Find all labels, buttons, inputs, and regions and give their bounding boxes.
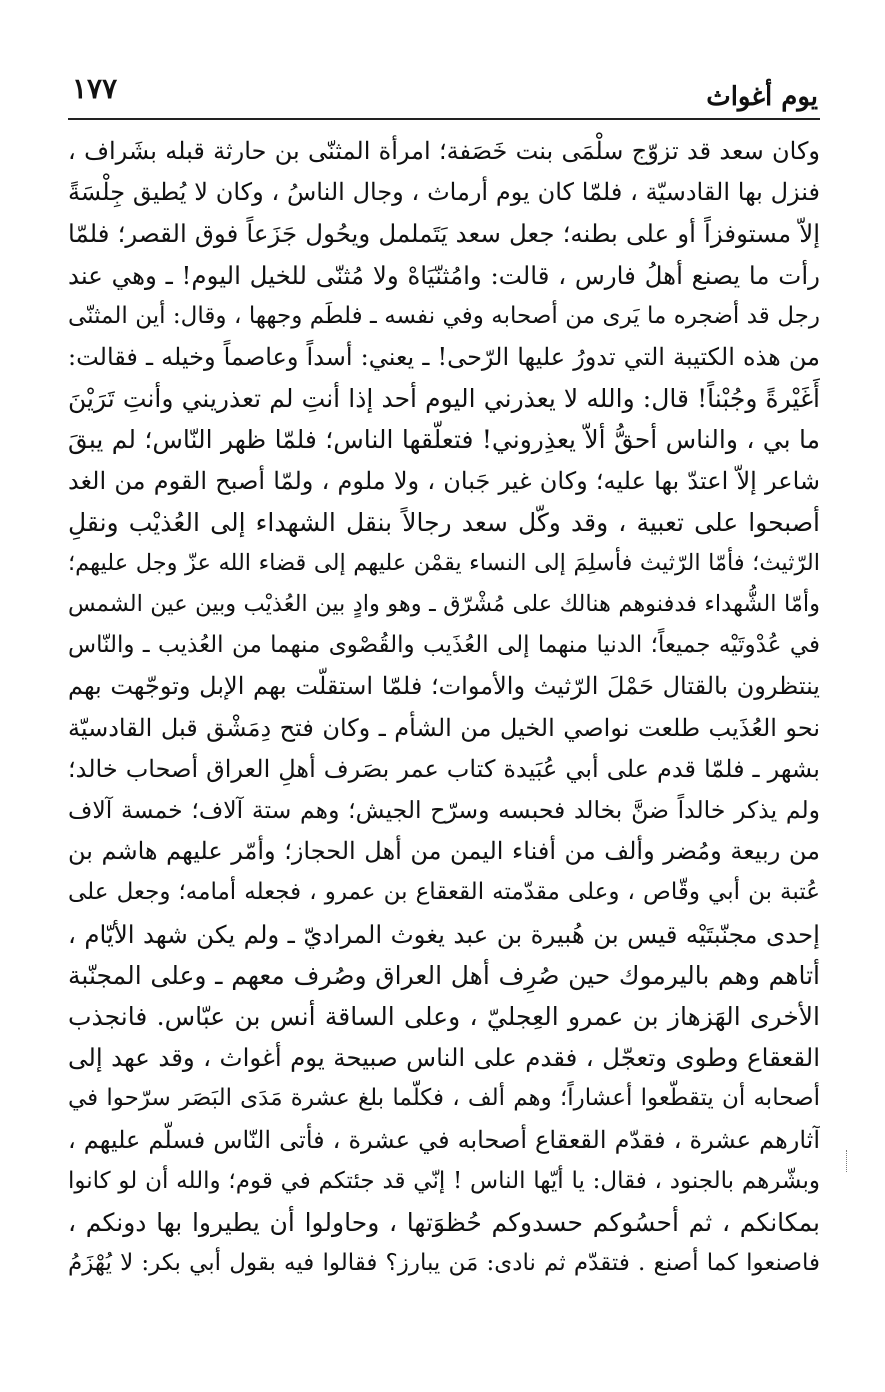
text-line: رجل قد أضجره ما يَرى من أصحابه وفي نفسه ـ فلطَم وجهها ، وقال: أين المثنّى xyxy=(68,302,820,329)
text-line: الأخرى الهَزهاز بن عمرو العِجليّ ، وعلى الساقة أنس بن عبّاس. فانجذب xyxy=(68,1001,820,1031)
running-title: يوم أغواث xyxy=(706,82,818,112)
text-line: آثارهم عشرة ، فقدّم القعقاع أصحابه في عشرة ، فأتى النّاس فسلّم عليهم ، xyxy=(68,1125,820,1154)
text-line: إحدى مجنّبتَيْه قيس بن هُبيرة بن عبد يغوث المراديّ ـ ولم يكن شهد الأيّام ، xyxy=(68,919,820,949)
text-line: عُتبة بن أبي وقّاص ، وعلى مقدّمته القعقاع بن عمرو ، فجعله أمامه؛ وجعل على xyxy=(68,879,820,906)
text-line: بمكانكم ، ثم أحسُوكم حسدوكم حُظوَتها ، وحاولوا أن يطيروا بها دونكم ، xyxy=(68,1207,820,1237)
text-line: إلاّ مستوفزاً أو على بطنه؛ جعل سعد يَتَململ ويحُول جَزَعاً فوق القصر؛ فلمّا xyxy=(68,219,820,249)
text-line: في عُدْوتَيْه جميعاً؛ الدنيا منهما إلى العُذَيب والقُصْوى منهما من العُذيب ـ والنّاس xyxy=(68,632,820,659)
text-line: بشهر ـ فلمّا قدم على أبي عُبَيدة كتاب عمر بصَرف أهلِ العراق أصحاب خالد؛ xyxy=(68,754,820,783)
text-line: ولم يذكر خالداً ضنَّ بخالد فحبسه وسرّح الجيش؛ وهم ستة آلاف؛ خمسة آلاف xyxy=(68,796,820,824)
text-line: ينتظرون بالقتال حَمْلَ الرّثيث والأموات؛ فلمّا استقلّت بهم الإبل وتوجّهت بهم xyxy=(68,672,820,701)
text-line: القعقاع وطوى وتعجّل ، فقدم على الناس صبيحة يوم أغواث ، وقد عهد إلى xyxy=(68,1043,820,1073)
text-line: رأت ما يصنع أهلُ فارس ، قالت: وامُثنّيَاهْ ولا مُثنّى للخيل اليوم! ـ وهي عند xyxy=(68,260,820,290)
body-text xyxy=(68,131,820,1284)
text-line: أتاهم وهم باليرموك حين صُرِف أهل العراق وصُرف معهم ـ وعلى المجنّبة xyxy=(68,960,820,990)
text-line: أَغَيْرةً وجُبْناً! قال: والله لا يعذرني اليوم أحد إذا أنتِ لم تعذريني وأنتِ تَرَيْنَ xyxy=(68,384,820,414)
text-line: شاعر إلاّ اعتدّ بها عليه؛ وكان غير جَبان ، ولا ملوم ، ولمّا أصبح القوم من الغد xyxy=(68,466,820,495)
text-line: أصحابه أن يتقطّعوا أعشاراً؛ وهم ألف ، فكلّما بلغ عشرة مَدَى البَصَر سرّحوا في xyxy=(68,1085,820,1112)
page-number: ١٧٧ xyxy=(72,72,118,105)
page-header xyxy=(68,70,818,116)
text-line: وكان سعد قد تزوّج سلْمَى بنت خَصَفة؛ امرأة المثنّى بن حارثة قبله بشَراف ، xyxy=(68,137,820,165)
margin-mark xyxy=(846,1150,849,1172)
text-line: وأمّا الشُّهداء فدفنوهم هنالك على مُشْرّق ـ وهو وادٍ بين العُذيْب وبين عين الشمس xyxy=(68,591,820,618)
text-line: فنزل بها القادسيّة ، فلمّا كان يوم أرماث ، وجال الناسُ ، وكان لا يُطيق جِلْسَةً xyxy=(68,178,820,207)
text-line: من ربيعة ومُضر وألف من أفناء اليمن من أهل الحجاز؛ وأمّر عليهم هاشم بن xyxy=(68,837,820,866)
header-rule xyxy=(68,118,820,120)
text-line: من هذه الكتيبة التي تدورُ عليها الرّحى! ـ يعني: أسداً وعاصماً وخيله ـ فقالت: xyxy=(68,342,820,371)
text-line: الرّثيث؛ فأمّا الرّثيث فأسلِمَ إلى النساء يقمْن عليهم إلى قضاء الله عزّ وجل عليهم؛ xyxy=(68,549,820,576)
text-line: فاصنعوا كما أصنع . فتقدّم ثم نادى: مَن يبارز؟ فقالوا فيه بقول أبي بكر: لا يُهْزَمُ xyxy=(68,1250,820,1277)
text-line: نحو العُذَيب طلعت نواصي الخيل من الشأم ـ وكان فتح دِمَشْق قبل القادسيّة xyxy=(68,713,820,742)
text-line: وبشّرهم بالجنود ، فقال: يا أيّها الناس ! إنّي قد جئتكم في قوم؛ والله أن لو كانوا xyxy=(68,1167,820,1194)
text-line: ما بي ، والناس أحقُّ ألاّ يعذِروني! فتعلّقها الناس؛ فلمّا ظهر النّاس؛ لم يبقَ xyxy=(68,425,820,455)
text-line: أصبحوا على تعبية ، وقد وكّل سعد رجالاً بنقل الشهداء إلى العُذيْب ونقلِ xyxy=(68,507,820,537)
